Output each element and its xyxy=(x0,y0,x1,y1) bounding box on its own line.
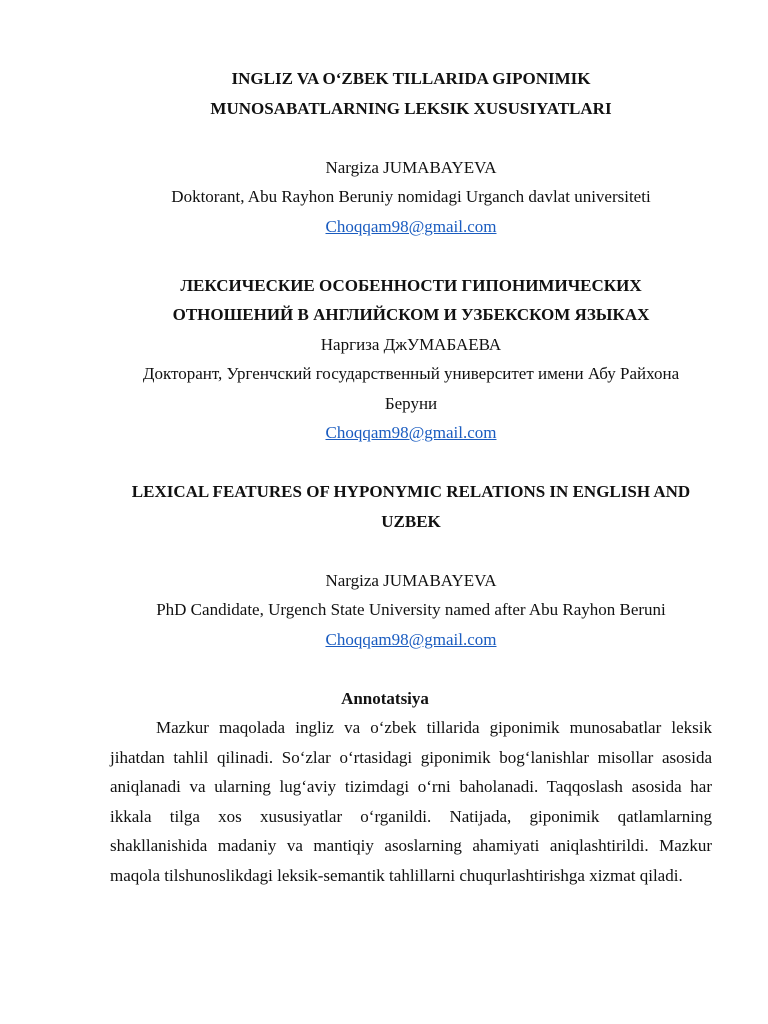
en-title-line-1: LEXICAL FEATURES OF HYPONYMIC RELATIONS IN ENGLISH AND xyxy=(131,482,691,501)
abstract-text: Mazkur maqolada ingliz va o‘zbek tillarida giponimik munosabatlar leksik jihatdan tahlil qilinadi. So‘zlar o‘rtasidagi giponimik bog‘lanishlar misollar asosida aniqlanadi va ularning lug‘aviy tizimdagi o‘rni baholanadi. Taqqoslash asosida har ikkala tilga xos xususiyatlar o‘rganildi. Natijada, giponimik qatlamlarning shakllanishida madaniy va mantiqiy asoslarning ahamiyati aniqlashtirildi. Mazkur maqola tilshunoslikdagi leksik-semantik tahlillarni chuqurlashtirishga xizmat qiladi. xyxy=(110,718,712,885)
uz-title-line-2: MUNOSABATLARNING LEKSIK XUSUSIYATLARI xyxy=(210,98,612,118)
ru-title-line-2: ОТНОШЕНИЙ В АНГЛИЙСКОМ И УЗБЕКСКОМ ЯЗЫКАХ xyxy=(172,305,650,324)
en-header xyxy=(110,477,712,654)
spacer xyxy=(110,123,712,153)
ru-title-line-1: ЛЕКСИЧЕСКИЕ ОСОБЕННОСТИ ГИПОНИМИЧЕСКИХ xyxy=(180,275,642,295)
ru-header xyxy=(110,271,712,448)
abstract-section xyxy=(110,684,712,891)
en-author: Nargiza JUMABAYEVA xyxy=(325,570,497,590)
en-email-link[interactable]: Choqqam98@gmail.com xyxy=(325,629,497,649)
spacer xyxy=(110,241,712,271)
ru-author: Наргиза ДжУМАБАЕВА xyxy=(320,334,502,354)
en-affiliation: PhD Candidate, Urgench State University named after Abu Rayhon Beruni xyxy=(156,600,666,619)
uz-email-link[interactable]: Choqqam98@gmail.com xyxy=(325,216,497,236)
uz-author: Nargiza JUMABAYEVA xyxy=(325,157,497,177)
uz-title-line-1: INGLIZ VA O‘ZBEK TILLARIDA GIPONIMIK xyxy=(231,69,591,88)
spacer xyxy=(110,654,712,684)
spacer xyxy=(110,536,712,566)
ru-affiliation-line-1: Докторант, Ургенчский государственный университет имени Абу Райхона xyxy=(142,364,680,383)
spacer xyxy=(110,448,712,478)
uz-affiliation: Doktorant, Abu Rayhon Beruniy nomidagi Urganch davlat universiteti xyxy=(171,187,651,206)
en-title-line-2: UZBEK xyxy=(381,511,441,531)
abstract-heading: Annotatsiya xyxy=(341,688,429,708)
ru-affiliation-line-2: Беруни xyxy=(384,393,438,413)
ru-email-link[interactable]: Choqqam98@gmail.com xyxy=(325,423,497,442)
uz-header xyxy=(110,64,712,241)
paper-page xyxy=(110,64,712,890)
